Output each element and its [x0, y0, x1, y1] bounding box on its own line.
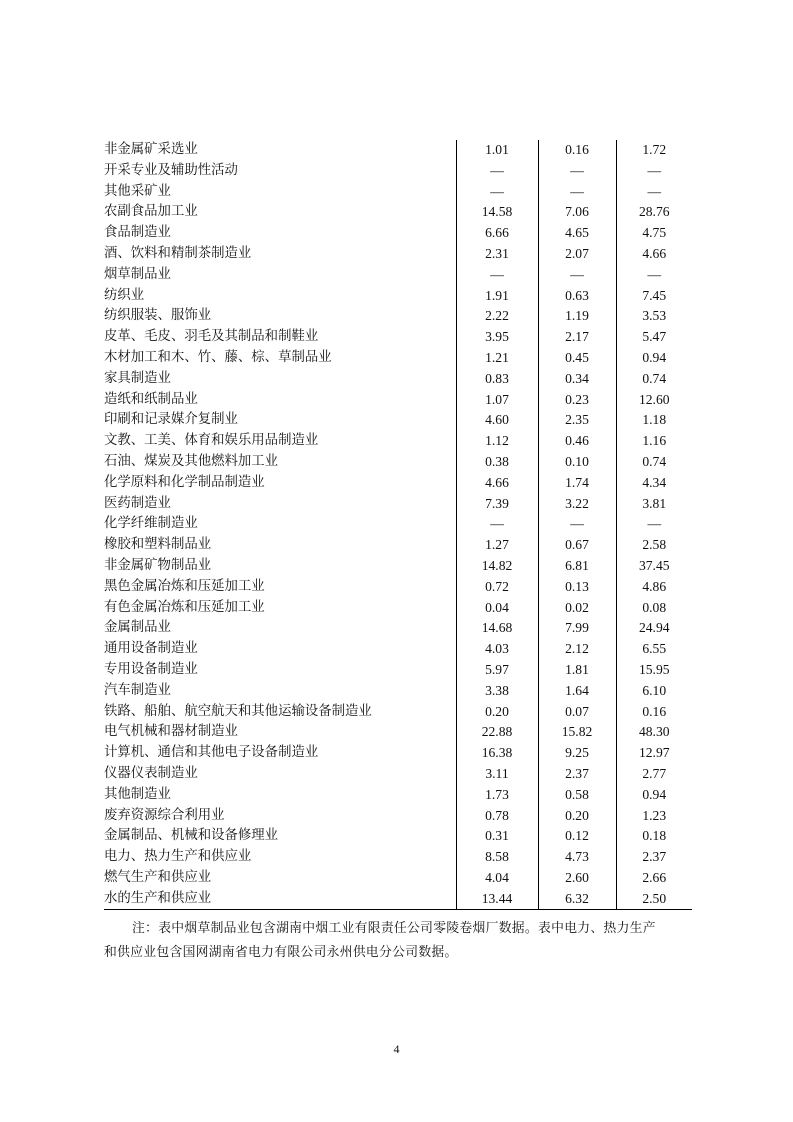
value-cell-2: —	[538, 161, 616, 182]
value-cell-1: 22.88	[456, 722, 538, 743]
page-number: 4	[393, 1042, 400, 1056]
table-row	[104, 327, 692, 348]
industry-name-cell: 橡胶和塑料制品业	[104, 537, 212, 553]
value-cell-2: 0.63	[538, 286, 616, 307]
table-row	[104, 473, 692, 494]
value-cell-2: 2.35	[538, 410, 616, 431]
value-cell-2: —	[538, 265, 616, 286]
value-cell-2: 0.67	[538, 535, 616, 556]
industry-name-cell: 家具制造业	[104, 370, 171, 386]
industry-name-cell: 化学纤维制造业	[104, 516, 198, 532]
value-cell-2: 15.82	[538, 722, 616, 743]
table-row	[104, 681, 692, 702]
industry-name-cell: 有色金属冶炼和压延加工业	[104, 599, 265, 615]
table-row	[104, 598, 692, 619]
table-row	[104, 639, 692, 660]
industry-name-cell: 非金属矿采选业	[104, 142, 198, 157]
value-cell-3: 24.94	[616, 618, 692, 639]
table-row	[104, 306, 692, 327]
value-cell-3: 4.75	[616, 223, 692, 244]
value-cell-1: 13.44	[456, 889, 538, 910]
value-cell-2: 0.02	[538, 598, 616, 619]
value-cell-2: 1.64	[538, 681, 616, 702]
value-cell-2: 6.81	[538, 556, 616, 577]
value-cell-2: 2.07	[538, 244, 616, 265]
industry-name-cell: 非金属矿物制品业	[104, 557, 212, 573]
industry-name-cell: 烟草制品业	[104, 266, 171, 282]
value-cell-2: 0.34	[538, 369, 616, 390]
table-row	[104, 764, 692, 785]
table-row	[104, 348, 692, 369]
value-cell-1: 8.58	[456, 847, 538, 868]
value-cell-3: 2.37	[616, 847, 692, 868]
industry-name-cell: 废弃资源综合利用业	[104, 807, 225, 823]
value-cell-1: 4.66	[456, 473, 538, 494]
industry-name-cell: 农副食品加工业	[104, 204, 198, 220]
value-cell-3: 1.16	[616, 431, 692, 452]
table-row	[104, 494, 692, 515]
table-row	[104, 182, 692, 203]
value-cell-2: 2.12	[538, 639, 616, 660]
table-row	[104, 202, 692, 223]
value-cell-1: 3.38	[456, 681, 538, 702]
value-cell-3: 48.30	[616, 722, 692, 743]
footnote-line-1: 注：表中烟草制品业包含湖南中烟工业有限责任公司零陵卷烟厂数据。表中电力、热力生产	[132, 921, 656, 936]
table-row	[104, 743, 692, 764]
value-cell-1: 4.60	[456, 410, 538, 431]
value-cell-3: 15.95	[616, 660, 692, 681]
value-cell-3: 1.72	[616, 140, 692, 161]
industry-name-cell: 专用设备制造业	[104, 661, 198, 677]
industry-name-cell: 印刷和记录媒介复制业	[104, 412, 238, 428]
value-cell-3: —	[616, 514, 692, 535]
industry-name-cell: 化学原料和化学制品制造业	[104, 474, 265, 490]
industry-name-cell: 其他采矿业	[104, 183, 171, 199]
value-cell-3: 37.45	[616, 556, 692, 577]
value-cell-3: 3.81	[616, 494, 692, 515]
value-cell-3: 4.34	[616, 473, 692, 494]
industry-data-table	[104, 140, 692, 910]
value-cell-3: 2.50	[616, 889, 692, 910]
table-row	[104, 702, 692, 723]
value-cell-2: 7.06	[538, 202, 616, 223]
value-cell-1: 14.82	[456, 556, 538, 577]
value-cell-3: 12.97	[616, 743, 692, 764]
value-cell-2: 2.17	[538, 327, 616, 348]
industry-name-cell: 水的生产和供应业	[104, 889, 456, 910]
value-cell-2: 0.23	[538, 390, 616, 411]
value-cell-1: 6.66	[456, 223, 538, 244]
industry-name-cell: 其他制造业	[104, 786, 171, 802]
table-row	[104, 785, 692, 806]
value-cell-2: 0.16	[538, 140, 616, 161]
industry-name-cell: 电力、热力生产和供应业	[104, 849, 252, 865]
value-cell-3: 0.74	[616, 452, 692, 473]
industry-name-cell: 医药制造业	[104, 495, 171, 511]
table-row	[104, 452, 692, 473]
industry-name-cell: 石油、煤炭及其他燃料加工业	[104, 453, 279, 469]
value-cell-3: 12.60	[616, 390, 692, 411]
table-row	[104, 826, 692, 847]
value-cell-1: 1.21	[456, 348, 538, 369]
table-row	[104, 140, 692, 161]
value-cell-1: —	[456, 182, 538, 203]
value-cell-3: 0.94	[616, 348, 692, 369]
value-cell-3: 0.18	[616, 826, 692, 847]
value-cell-2: 3.22	[538, 494, 616, 515]
value-cell-1: 1.12	[456, 431, 538, 452]
value-cell-2: 0.12	[538, 826, 616, 847]
industry-name-cell: 纺织业	[104, 287, 145, 303]
value-cell-2: 0.20	[538, 806, 616, 827]
industry-name-cell: 铁路、船舶、航空航天和其他运输设备制造业	[104, 703, 372, 719]
table-row	[104, 535, 692, 556]
table-row	[104, 244, 692, 265]
value-cell-2: 9.25	[538, 743, 616, 764]
value-cell-3: —	[616, 182, 692, 203]
value-cell-3: —	[616, 161, 692, 182]
industry-name-cell: 纺织服装、服饰业	[104, 308, 212, 324]
value-cell-2: 0.46	[538, 431, 616, 452]
value-cell-3: 0.74	[616, 369, 692, 390]
value-cell-3: 3.53	[616, 306, 692, 327]
table-row	[104, 577, 692, 598]
value-cell-2: 1.81	[538, 660, 616, 681]
table-row	[104, 161, 692, 182]
value-cell-2: 2.60	[538, 868, 616, 889]
value-cell-3: 6.55	[616, 639, 692, 660]
value-cell-3: 1.18	[616, 410, 692, 431]
table-row	[104, 847, 692, 868]
value-cell-3: 2.58	[616, 535, 692, 556]
industry-name-cell: 木材加工和木、竹、藤、棕、草制品业	[104, 349, 332, 365]
value-cell-1: 1.01	[456, 140, 538, 161]
value-cell-1: 16.38	[456, 743, 538, 764]
value-cell-3: —	[616, 265, 692, 286]
industry-name-cell: 食品制造业	[104, 225, 171, 241]
industry-name-cell: 通用设备制造业	[104, 641, 198, 657]
value-cell-1: 4.04	[456, 868, 538, 889]
value-cell-2: 6.32	[538, 889, 616, 910]
industry-name-cell: 黑色金属冶炼和压延加工业	[104, 578, 265, 594]
value-cell-3: 7.45	[616, 286, 692, 307]
value-cell-2: 7.99	[538, 618, 616, 639]
value-cell-3: 0.16	[616, 702, 692, 723]
value-cell-1: 0.83	[456, 369, 538, 390]
value-cell-2: 4.73	[538, 847, 616, 868]
table-row	[104, 369, 692, 390]
value-cell-3: 0.94	[616, 785, 692, 806]
industry-name-cell: 开采专业及辅助性活动	[104, 162, 238, 178]
value-cell-3: 6.10	[616, 681, 692, 702]
value-cell-1: 1.07	[456, 390, 538, 411]
value-cell-3: 2.66	[616, 868, 692, 889]
value-cell-1: 3.11	[456, 764, 538, 785]
table-row	[104, 410, 692, 431]
value-cell-1: 2.31	[456, 244, 538, 265]
table-row	[104, 556, 692, 577]
value-cell-3: 2.77	[616, 764, 692, 785]
value-cell-2: 4.65	[538, 223, 616, 244]
industry-name-cell: 电气机械和器材制造业	[104, 724, 238, 740]
value-cell-1: 4.03	[456, 639, 538, 660]
value-cell-2: —	[538, 182, 616, 203]
value-cell-1: —	[456, 161, 538, 182]
value-cell-2: 0.45	[538, 348, 616, 369]
value-cell-3: 5.47	[616, 327, 692, 348]
value-cell-2: 0.58	[538, 785, 616, 806]
value-cell-2: 1.19	[538, 306, 616, 327]
table-row	[104, 223, 692, 244]
value-cell-1: 5.97	[456, 660, 538, 681]
industry-name-cell: 计算机、通信和其他电子设备制造业	[104, 745, 319, 761]
industry-name-cell: 酒、饮料和精制茶制造业	[104, 245, 252, 261]
value-cell-3: 4.66	[616, 244, 692, 265]
table-row	[104, 660, 692, 681]
value-cell-1: 0.31	[456, 826, 538, 847]
industry-name-cell: 文教、工美、体育和娱乐用品制造业	[104, 433, 319, 449]
value-cell-1: —	[456, 514, 538, 535]
industry-name-cell: 造纸和纸制品业	[104, 391, 198, 407]
industry-data-table-container	[104, 140, 692, 910]
value-cell-3: 1.23	[616, 806, 692, 827]
table-footnote	[104, 917, 700, 965]
value-cell-3: 0.08	[616, 598, 692, 619]
industry-name-cell: 金属制品业	[104, 620, 171, 636]
industry-name-cell: 皮革、毛皮、羽毛及其制品和制鞋业	[104, 329, 319, 345]
value-cell-2: 0.13	[538, 577, 616, 598]
value-cell-1: 1.91	[456, 286, 538, 307]
value-cell-1: 0.38	[456, 452, 538, 473]
industry-name-cell: 仪器仪表制造业	[104, 765, 198, 781]
table-body	[104, 140, 692, 910]
value-cell-1: 1.27	[456, 535, 538, 556]
value-cell-1: 3.95	[456, 327, 538, 348]
value-cell-1: 0.20	[456, 702, 538, 723]
value-cell-3: 28.76	[616, 202, 692, 223]
value-cell-1: 0.72	[456, 577, 538, 598]
table-row	[104, 806, 692, 827]
industry-name-cell: 燃气生产和供应业	[104, 869, 212, 885]
table-row	[104, 286, 692, 307]
value-cell-1: 1.73	[456, 785, 538, 806]
table-row	[104, 618, 692, 639]
value-cell-3: 4.86	[616, 577, 692, 598]
table-row	[104, 431, 692, 452]
table-row	[104, 390, 692, 411]
value-cell-1: 7.39	[456, 494, 538, 515]
footnote-line-2: 和供应业包含国网湖南省电力有限公司永州供电分公司数据。	[104, 945, 458, 960]
value-cell-1: 2.22	[456, 306, 538, 327]
industry-name-cell: 汽车制造业	[104, 682, 171, 698]
value-cell-1: 0.04	[456, 598, 538, 619]
table-row	[104, 514, 692, 535]
value-cell-1: —	[456, 265, 538, 286]
table-row	[104, 868, 692, 889]
value-cell-1: 14.68	[456, 618, 538, 639]
value-cell-2: 0.10	[538, 452, 616, 473]
value-cell-2: 0.07	[538, 702, 616, 723]
value-cell-1: 0.78	[456, 806, 538, 827]
value-cell-2: —	[538, 514, 616, 535]
value-cell-2: 2.37	[538, 764, 616, 785]
industry-name-cell: 金属制品、机械和设备修理业	[104, 828, 279, 844]
table-row	[104, 265, 692, 286]
value-cell-2: 1.74	[538, 473, 616, 494]
table-row	[104, 889, 692, 910]
value-cell-1: 14.58	[456, 202, 538, 223]
table-row	[104, 722, 692, 743]
